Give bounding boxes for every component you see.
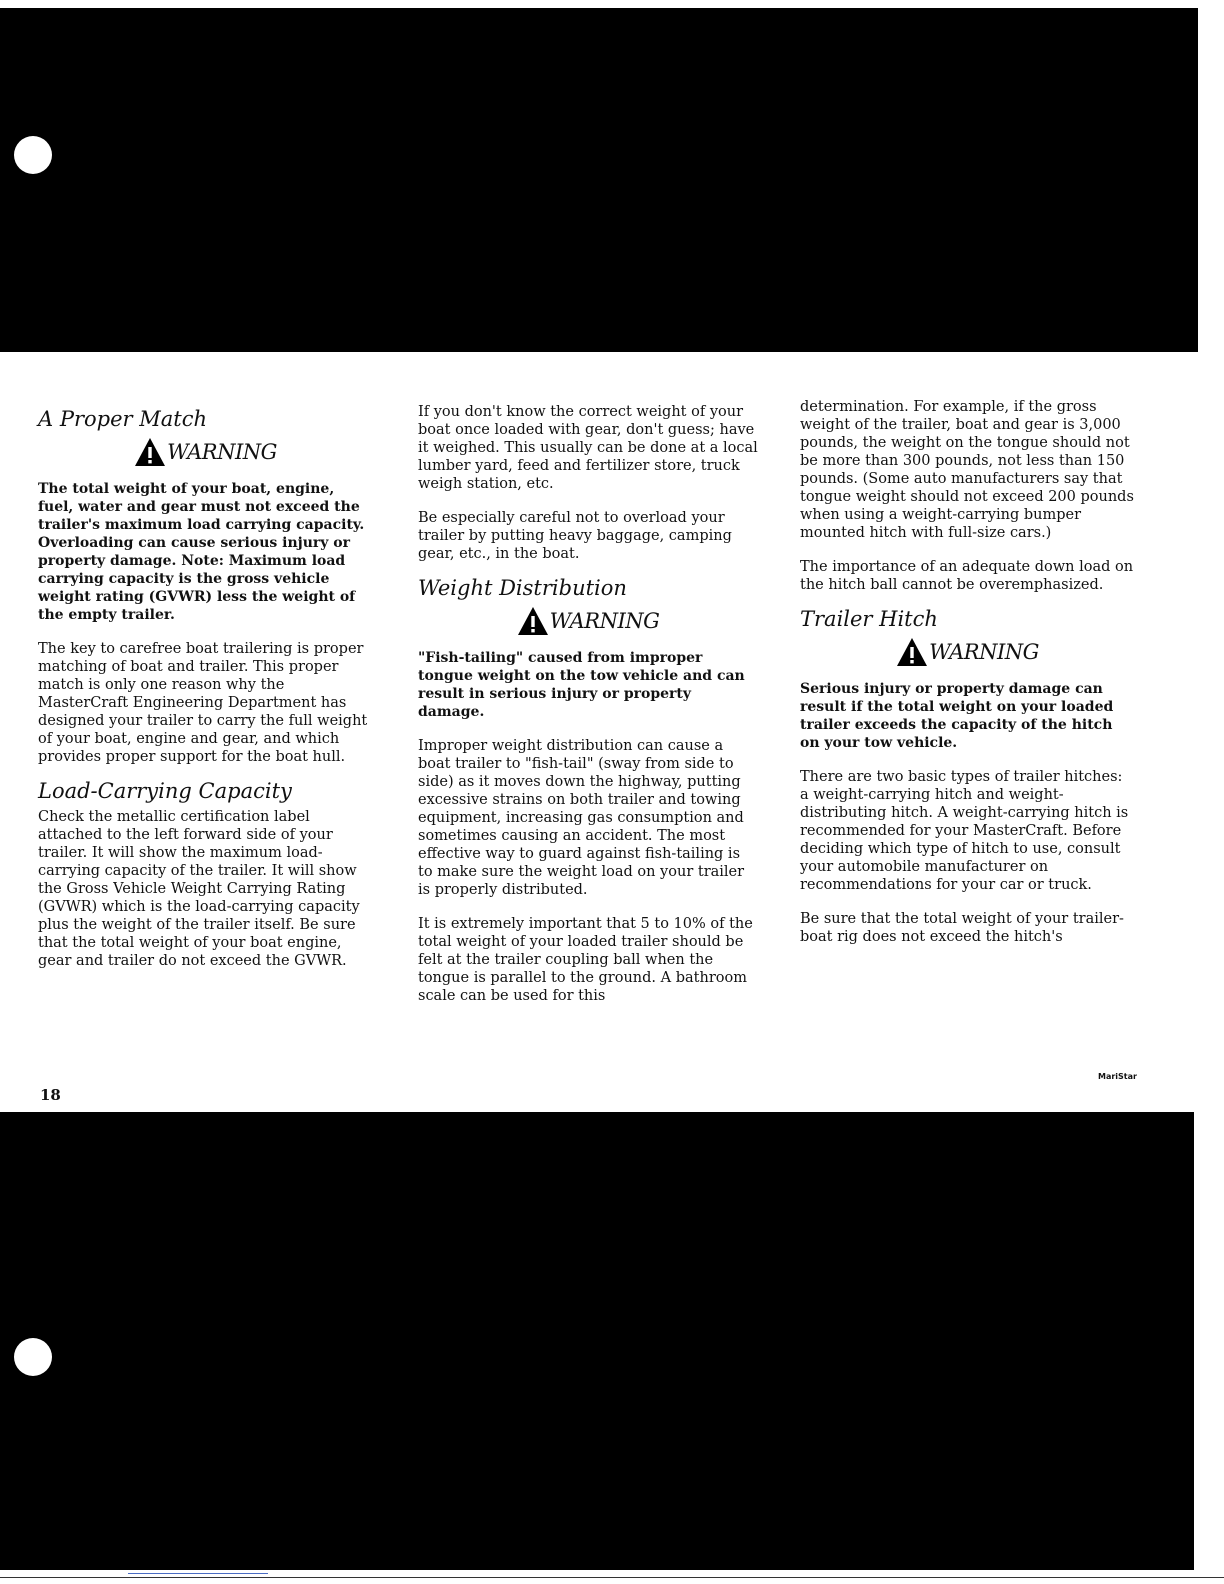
- paragraph: The importance of an adequate down load on the hitch ball cannot be overemphasized.: [800, 559, 1134, 593]
- paragraph: It is extremely important that 5 to 10% of the total weight of your loaded trailer should be felt at the trailer coupling ball when the tongue is parallel to the ground. A bathroom scale can be used for this: [418, 916, 753, 1004]
- heading-a-proper-match: A Proper Match: [38, 407, 207, 431]
- warning-text: "Fish-tailing" caused from improper tongue weight on the tow vehicle and can result in serious injury or property damage.: [418, 650, 745, 720]
- paragraph: determination. For example, if the gross weight of the trailer, boat and gear is 3,000 pounds, the weight on the tongue should not be more than 300 pounds, not less than 150 pounds. (Some auto manufacturers say that tongue weight should not exceed 200 pounds when using a weight-carrying bumper mounted hitch with full-size cars.): [800, 399, 1134, 541]
- heading-trailer-hitch: Trailer Hitch: [800, 607, 938, 631]
- top-black-band: [0, 8, 1198, 352]
- warning-triangle-icon: [134, 436, 166, 468]
- warning-header: [38, 436, 373, 468]
- warning-header: [418, 605, 758, 637]
- bottom-short-rule: [128, 1573, 268, 1574]
- paragraph: Be especially careful not to overload your trailer by putting heavy baggage, camping gear, etc., in the boat.: [418, 510, 732, 562]
- bottom-black-band: [0, 1112, 1194, 1570]
- paragraph: Improper weight distribution can cause a boat trailer to "fish-tail" (sway from side to side) as it moves down the highway, putting excessive strains on both trailer and towing equipment, increasing gas consumption and sometimes causing an accident. The most effective way to guard against fish-tailing is to make sure the weight load on your trailer is properly distributed.: [418, 738, 745, 898]
- paragraph: There are two basic types of trailer hitches: a weight-carrying hitch and weight-distributing hitch. A weight-carrying hitch is recommended for your MasterCraft. Before deciding which type of hitch to use, consult your automobile manufacturer on recommendations for your car or truck.: [800, 769, 1129, 893]
- punch-hole-bottom: [14, 1338, 52, 1376]
- paragraph: Be sure that the total weight of your trailer-boat rig does not exceed the hitch's: [800, 911, 1124, 945]
- warning-triangle-icon: [517, 605, 549, 637]
- punch-hole-top: [14, 136, 52, 174]
- warning-text: The total weight of your boat, engine, fuel, water and gear must not exceed the trailer's maximum load carrying capacity. Overloading can cause serious injury or property damage. Note: Maximum load carrying capacity is the gross vehicle weight rating (GVWR) less the weight of the empty trailer.: [38, 481, 365, 623]
- column-2: [418, 403, 758, 1021]
- warning-label: WARNING: [549, 609, 660, 633]
- paragraph: Check the metallic certification label attached to the left forward side of your trailer. It will show the maximum load-carrying capacity of the trailer. It will show the Gross Vehicle Weight Carrying Rating (GVWR) which is the load-carrying capacity plus the weight of the trailer itself. Be sure that the total weight of your boat engine, gear and trailer do not exceed the GVWR.: [38, 809, 360, 969]
- heading-load-carrying-capacity: Load-Carrying Capacity: [38, 779, 292, 803]
- column-1: [38, 407, 373, 986]
- warning-label: WARNING: [167, 440, 277, 464]
- warning-header: [800, 636, 1135, 668]
- heading-weight-distribution: Weight Distribution: [418, 576, 627, 600]
- page-number: 18: [40, 1086, 61, 1104]
- bottom-rule: [0, 1577, 1224, 1578]
- paragraph: If you don't know the correct weight of your boat once loaded with gear, don't guess; have it weighed. This usually can be done at a local lumber yard, feed and fertilizer store, truck weigh station, etc.: [418, 404, 758, 492]
- column-3: [800, 398, 1135, 962]
- publisher-mark: MariStar: [1098, 1072, 1137, 1081]
- paragraph: The key to carefree boat trailering is proper matching of boat and trailer. This proper match is only one reason why the MasterCraft Engineering Department has designed your trailer to carry the full weight of your boat, engine and gear, and which provides proper support for the boat hull.: [38, 641, 368, 765]
- warning-label: WARNING: [929, 640, 1039, 664]
- warning-text: Serious injury or property damage can result if the total weight on your loaded trailer exceeds the capacity of the hitch on your tow vehicle.: [800, 681, 1114, 751]
- warning-triangle-icon: [896, 636, 928, 668]
